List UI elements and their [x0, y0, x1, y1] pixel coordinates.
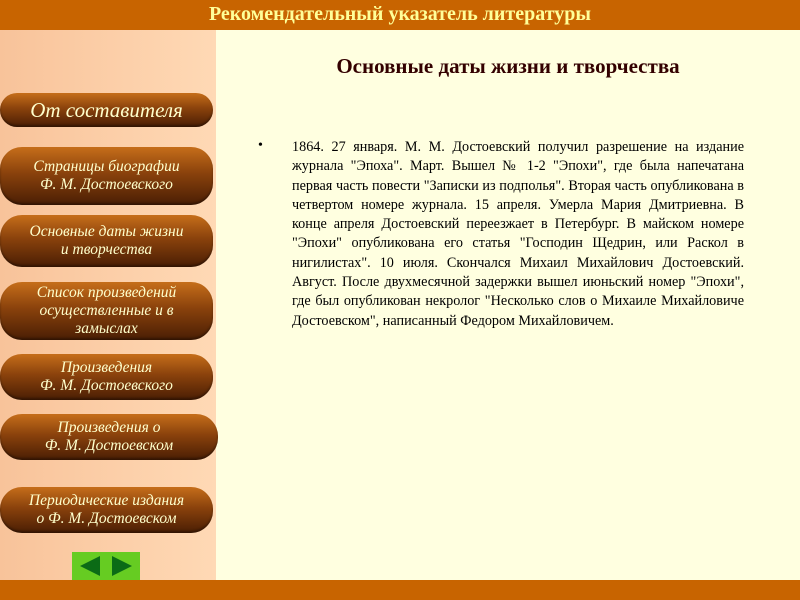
nav-from-compiler-button[interactable]	[0, 93, 213, 127]
left-arrow-icon[interactable]	[80, 556, 100, 576]
nav-label: Произведения	[60, 359, 153, 376]
nav-works-button[interactable]	[0, 354, 213, 400]
nav-label: Ф. М. Достоевского	[40, 176, 173, 193]
bottom-bar	[0, 580, 800, 600]
nav-label: Страницы биографии	[33, 158, 180, 175]
title-bar	[0, 0, 800, 30]
right-arrow-icon[interactable]	[112, 556, 132, 576]
nav-label: Список произведений	[36, 284, 177, 301]
nav-label: Ф. М. Достоевском	[44, 437, 174, 454]
app-title: Рекомендательный указатель литературы	[208, 3, 592, 25]
page-title: Основные даты жизни и творчества	[336, 54, 680, 78]
page-navigation	[72, 552, 140, 580]
nav-label: о Ф. М. Достоевском	[36, 510, 177, 527]
nav-label: Произведения о	[57, 419, 161, 436]
nav-label: Основные даты жизни	[29, 223, 184, 240]
nav-label: Ф. М. Достоевского	[40, 377, 173, 394]
nav-label: замыслах	[75, 320, 138, 337]
nav-label: Периодические издания	[28, 492, 185, 509]
chronology-text: 1864. 27 января. М. М. Достоевский получил разрешение на издание журнала "Эпоха". Март. Вышел № 1-2 "Эпохи", где была напечатана первая часть повести "Записки из подполья". Вторая часть опубликована в четвертом номере журнала. 15 апреля. Умерла Мария Дмитриевна. В конце апреля Достоевский переезжает в Петербург. В майском номере "Эпохи" опубликована его статья "Господин Щедрин, или Раскол в нигилистах". 10 июля. Скончался Михаил Михайлович Достоевский. Август. После двухмесячной задержки вышел июньский номер "Эпохи", где был опубликован некролог "Несколько слов о Михаиле Михайловиче Достоевском", написанный Федором Михайловичем.	[292, 139, 744, 329]
main-content	[216, 30, 800, 580]
nav-label: От составителя	[30, 98, 183, 122]
nav-biography-button[interactable]	[0, 147, 213, 205]
nav-periodicals-button[interactable]	[0, 487, 213, 533]
nav-works-about-button[interactable]	[0, 414, 218, 460]
nav-main-dates-button[interactable]	[0, 215, 213, 267]
nav-label: осуществленные и в	[39, 302, 174, 319]
nav-works-list-button[interactable]	[0, 282, 213, 340]
bullet-marker: •	[258, 138, 263, 153]
nav-label: и творчества	[60, 241, 153, 258]
